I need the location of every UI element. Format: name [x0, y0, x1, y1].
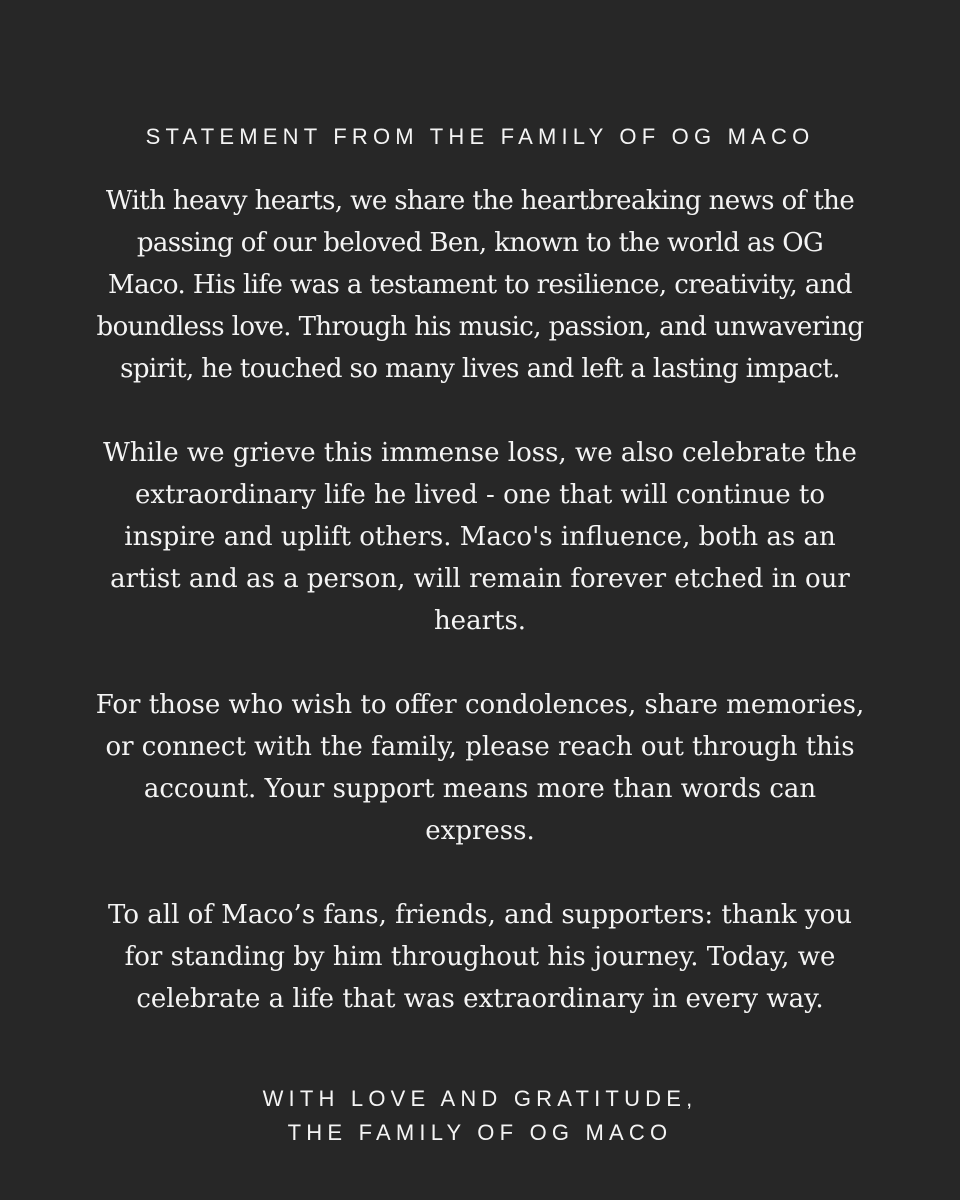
statement-body — [95, 180, 865, 1020]
statement-heading: STATEMENT FROM THE FAMILY OF OG MACO — [145, 124, 815, 149]
paragraph-thanks: To all of Maco’s fans, friends, and supporters: thank you for standing by him throughout his journey. Today, we celebrate a life that was extraordinary in every way. — [108, 900, 852, 1014]
signoff-line-family: THE FAMILY OF OG MACO — [287, 1120, 673, 1145]
paragraph-celebration: While we grieve this immense loss, we also celebrate the extraordinary life he lived - one that will continue to inspire and uplift others. Maco's influence, both as an artist and as a person, will remain forever etched in our hearts. — [103, 438, 857, 636]
paragraph-condolences: For those who wish to offer condolences, share memories, or connect with the family, please reach out through this account. Your support means more than words can express. — [95, 690, 865, 846]
paragraph-announcement: With heavy hearts, we share the heartbreaking news of the passing of our beloved Ben, known to the world as OG Maco. His life was a testament to resilience, creativity, and boundless love. Through his music, passion, and unwavering spirit, he touched so many lives and left a lasting impact. — [96, 186, 864, 384]
signoff-line-closing: WITH LOVE AND GRATITUDE, — [262, 1086, 698, 1111]
signoff — [0, 1082, 960, 1150]
